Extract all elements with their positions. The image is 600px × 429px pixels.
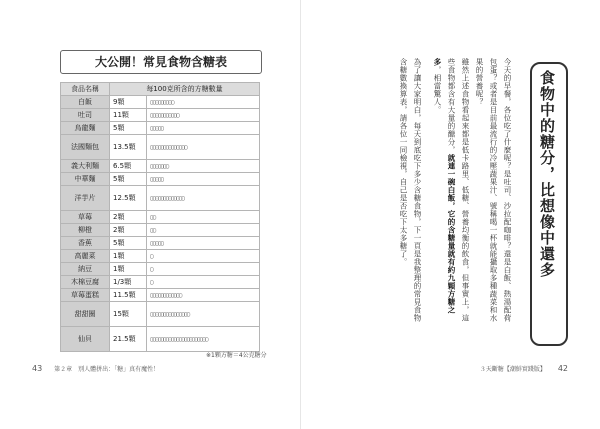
sugar-cube-icons: ▢ (147, 250, 260, 263)
paragraph-3: 為了讓大家明白，每天到底吃下多少含糖食物，下一頁是我整理的常見食物含糖數換算表，請各位一同檢視，自己是否吃下太多糖了。 (399, 58, 422, 322)
table-row (61, 211, 260, 224)
food-name: 法國麵包 (61, 135, 110, 160)
food-name: 仙貝 (61, 327, 110, 352)
table-row (61, 276, 260, 289)
sugar-cube-icons: ▢▢▢▢▢ (147, 173, 260, 186)
header-amount: 每100克所含的方糖數量 (110, 83, 260, 96)
left-footer (32, 364, 159, 373)
right-footer-text: ３天斷糖【潮鮮實踐版】 (479, 366, 546, 373)
sugar-amount: 15顆 (110, 302, 147, 327)
table-title: 大公開！常見食物含糖表 (60, 50, 262, 74)
paragraph-2-text: 雖然上述食物看起來都是低卡路里、低糖、營養均衡的飲食，但事實上，這些食物都含有大量的醣分， (447, 58, 470, 322)
food-name: 草莓蛋糕 (61, 289, 110, 302)
sugar-amount: 21.5顆 (110, 327, 147, 352)
table-row (61, 289, 260, 302)
sugar-amount: 1顆 (110, 250, 147, 263)
table-row (61, 263, 260, 276)
sugar-cube-icons: ▢▢▢▢▢▢▢▢▢▢▢▢▢▢▢ (147, 302, 260, 327)
sugar-cube-icons: ▢▢▢▢▢▢▢ (147, 160, 260, 173)
table-row (61, 173, 260, 186)
food-name: 烏龍麵 (61, 122, 110, 135)
right-page-number: 42 (557, 364, 568, 373)
sugar-cube-icons: ▢▢▢▢▢▢▢▢▢▢▢▢▢ (147, 186, 260, 211)
food-name: 木棉豆腐 (61, 276, 110, 289)
sugar-amount: 1/3顆 (110, 276, 147, 289)
sugar-amount: 9顆 (110, 96, 147, 109)
table-footnote: ※1顆方糖＝4公克糖分 (206, 352, 267, 359)
sugar-cube-icons: ▢ (147, 263, 260, 276)
chapter-heading: 食物中的糖分，比想像中還多 (538, 70, 556, 278)
sugar-amount: 1顆 (110, 263, 147, 276)
sugar-cube-icons: ▢▢▢▢▢ (147, 237, 260, 250)
table-row (61, 186, 260, 211)
food-name: 甜甜圈 (61, 302, 110, 327)
sugar-amount: 11.5顆 (110, 289, 147, 302)
sugar-amount: 13.5顆 (110, 135, 147, 160)
right-footer (480, 364, 568, 373)
paragraph-2-end: ，相當驚人。 (433, 66, 442, 114)
food-name: 柳橙 (61, 224, 110, 237)
table-row (61, 237, 260, 250)
page-spine (300, 0, 301, 429)
sugar-amount: 11顆 (110, 109, 147, 122)
table-row (61, 122, 260, 135)
paragraph-2-emphasis: 就連一碗白飯，它的含糖量就有約九顆方糖之多 (433, 58, 456, 314)
sugar-cube-icons: ▢▢▢▢▢▢▢▢▢ (147, 96, 260, 109)
food-name: 吐司 (61, 109, 110, 122)
food-name: 納豆 (61, 263, 110, 276)
header-food: 食品名稱 (61, 83, 110, 96)
sugar-cube-icons: ▢▢▢▢▢ (147, 122, 260, 135)
left-page-number: 43 (32, 364, 43, 373)
sugar-amount: 6.5顆 (110, 160, 147, 173)
sugar-cube-icons: ▢▢ (147, 224, 260, 237)
sugar-amount: 5顆 (110, 173, 147, 186)
food-name: 義大利麵 (61, 160, 110, 173)
sugar-amount: 5顆 (110, 122, 147, 135)
food-name: 草莓 (61, 211, 110, 224)
table-row (61, 302, 260, 327)
sugar-table (60, 82, 260, 352)
paragraph-2 (430, 58, 472, 328)
food-name: 香蕉 (61, 237, 110, 250)
food-name: 洋芋片 (61, 186, 110, 211)
table-row (61, 135, 260, 160)
food-name: 中華麵 (61, 173, 110, 186)
table-row (61, 96, 260, 109)
sugar-amount: 12.5顆 (110, 186, 147, 211)
table-row (61, 160, 260, 173)
sugar-amount: 2顆 (110, 211, 147, 224)
sugar-cube-icons: ▢▢▢▢▢▢▢▢▢▢▢ (147, 109, 260, 122)
table-row (61, 224, 260, 237)
sugar-cube-icons: ▢ (147, 276, 260, 289)
sugar-cube-icons: ▢▢▢▢▢▢▢▢▢▢▢▢ (147, 289, 260, 302)
paragraph-1: 今天的早餐，各位吃了什麼呢？是吐司、沙拉配咖啡？還是白飯、熱湯配荷包蛋？或者是目前最流行的冷壓蔬果汁、號稱喝一杯就能攝取多種蔬菜和水果的營養呢？ (475, 58, 512, 322)
sugar-cube-icons: ▢▢ (147, 211, 260, 224)
body-text (374, 58, 514, 328)
sugar-amount: 2顆 (110, 224, 147, 237)
table-row (61, 109, 260, 122)
food-name: 白飯 (61, 96, 110, 109)
sugar-cube-icons: ▢▢▢▢▢▢▢▢▢▢▢▢▢▢▢▢▢▢▢▢▢▢ (147, 327, 260, 352)
left-footer-text: 第２章 別人體拼出：「糖」真有魔性！ (54, 366, 160, 373)
food-name: 高麗菜 (61, 250, 110, 263)
sugar-cube-icons: ▢▢▢▢▢▢▢▢▢▢▢▢▢▢ (147, 135, 260, 160)
sugar-amount: 5顆 (110, 237, 147, 250)
table-row (61, 250, 260, 263)
table-row (61, 327, 260, 352)
